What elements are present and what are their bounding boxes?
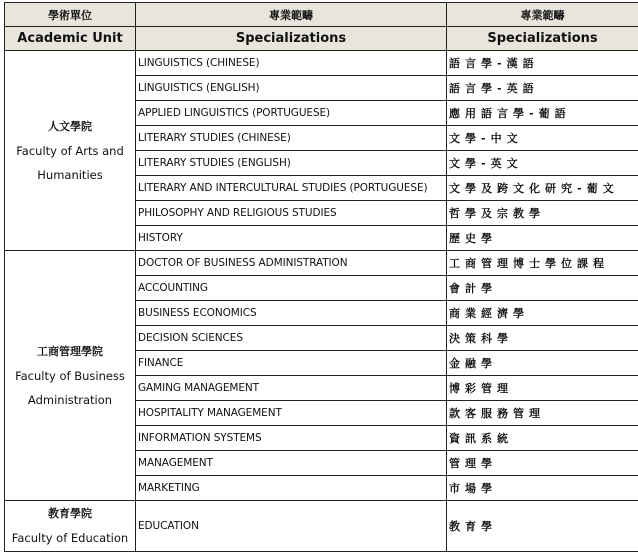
unit-name-en: Faculty of Education — [11, 531, 129, 545]
header-spec-zh-1: 專業範疇 — [136, 3, 447, 27]
spec-en: HISTORY — [136, 226, 447, 251]
spec-zh: 款客服務管理 — [447, 401, 638, 426]
spec-en: BUSINESS ECONOMICS — [136, 301, 447, 326]
spec-en: LITERARY STUDIES (ENGLISH) — [136, 151, 447, 176]
spec-en: APPLIED LINGUISTICS (PORTUGUESE) — [136, 101, 447, 126]
spec-en: HOSPITALITY MANAGEMENT — [136, 401, 447, 426]
spec-en: MANAGEMENT — [136, 451, 447, 476]
spec-zh: 教育學 — [447, 501, 638, 552]
unit-name-zh: 人文學院 — [48, 119, 92, 133]
spec-en: LITERARY AND INTERCULTURAL STUDIES (PORTUGUESE) — [136, 176, 447, 201]
spec-zh: 文學及跨文化研究-葡文 — [447, 176, 638, 201]
spec-zh: 歷史學 — [447, 226, 638, 251]
spec-en: EDUCATION — [136, 501, 447, 552]
spec-zh: 語言學-英語 — [447, 76, 638, 101]
header-unit-en: Academic Unit — [5, 27, 136, 51]
spec-zh: 金融學 — [447, 351, 638, 376]
unit-cell-arts — [5, 51, 136, 251]
spec-zh: 市場學 — [447, 476, 638, 501]
unit-name-zh: 教育學院 — [48, 507, 92, 520]
spec-en: LINGUISTICS (CHINESE) — [136, 51, 447, 76]
spec-en: INFORMATION SYSTEMS — [136, 426, 447, 451]
spec-zh: 商業經濟學 — [447, 301, 638, 326]
header-row-en — [5, 27, 638, 51]
spec-en: GAMING MANAGEMENT — [136, 376, 447, 401]
header-spec-en-2: Specializations — [447, 27, 638, 51]
header-spec-zh-2: 專業範疇 — [447, 3, 638, 27]
spec-zh: 博彩管理 — [447, 376, 638, 401]
spec-en: LINGUISTICS (ENGLISH) — [136, 76, 447, 101]
spec-en: MARKETING — [136, 476, 447, 501]
header-spec-en-1: Specializations — [136, 27, 447, 51]
spec-en: LITERARY STUDIES (CHINESE) — [136, 126, 447, 151]
spec-en: ACCOUNTING — [136, 276, 447, 301]
spec-zh: 資訊系統 — [447, 426, 638, 451]
specializations-table — [4, 2, 638, 552]
unit-name-en: Faculty of Business Administration — [15, 368, 125, 407]
spec-en: DOCTOR OF BUSINESS ADMINISTRATION — [136, 251, 447, 276]
table-row — [5, 501, 638, 552]
spec-zh: 語言學-漢語 — [447, 51, 638, 76]
table-row — [5, 51, 638, 76]
spec-en: FINANCE — [136, 351, 447, 376]
spec-zh: 文學-英文 — [447, 151, 638, 176]
header-row-zh — [5, 3, 638, 27]
unit-cell-business — [5, 251, 136, 501]
unit-name-en: Faculty of Arts and Humanities — [16, 143, 124, 182]
table-row — [5, 251, 638, 276]
spec-zh: 應用語言學-葡語 — [447, 101, 638, 126]
spec-zh: 哲學及宗教學 — [447, 201, 638, 226]
header-unit-zh: 學術單位 — [5, 3, 136, 27]
spec-zh: 會計學 — [447, 276, 638, 301]
unit-cell-education — [5, 501, 136, 552]
spec-en: DECISION SCIENCES — [136, 326, 447, 351]
spec-zh: 管理學 — [447, 451, 638, 476]
spec-en: PHILOSOPHY AND RELIGIOUS STUDIES — [136, 201, 447, 226]
spec-zh: 文學-中文 — [447, 126, 638, 151]
spec-zh: 決策科學 — [447, 326, 638, 351]
unit-name-zh: 工商管理學院 — [37, 344, 103, 358]
spec-zh: 工商管理博士學位課程 — [447, 251, 638, 276]
